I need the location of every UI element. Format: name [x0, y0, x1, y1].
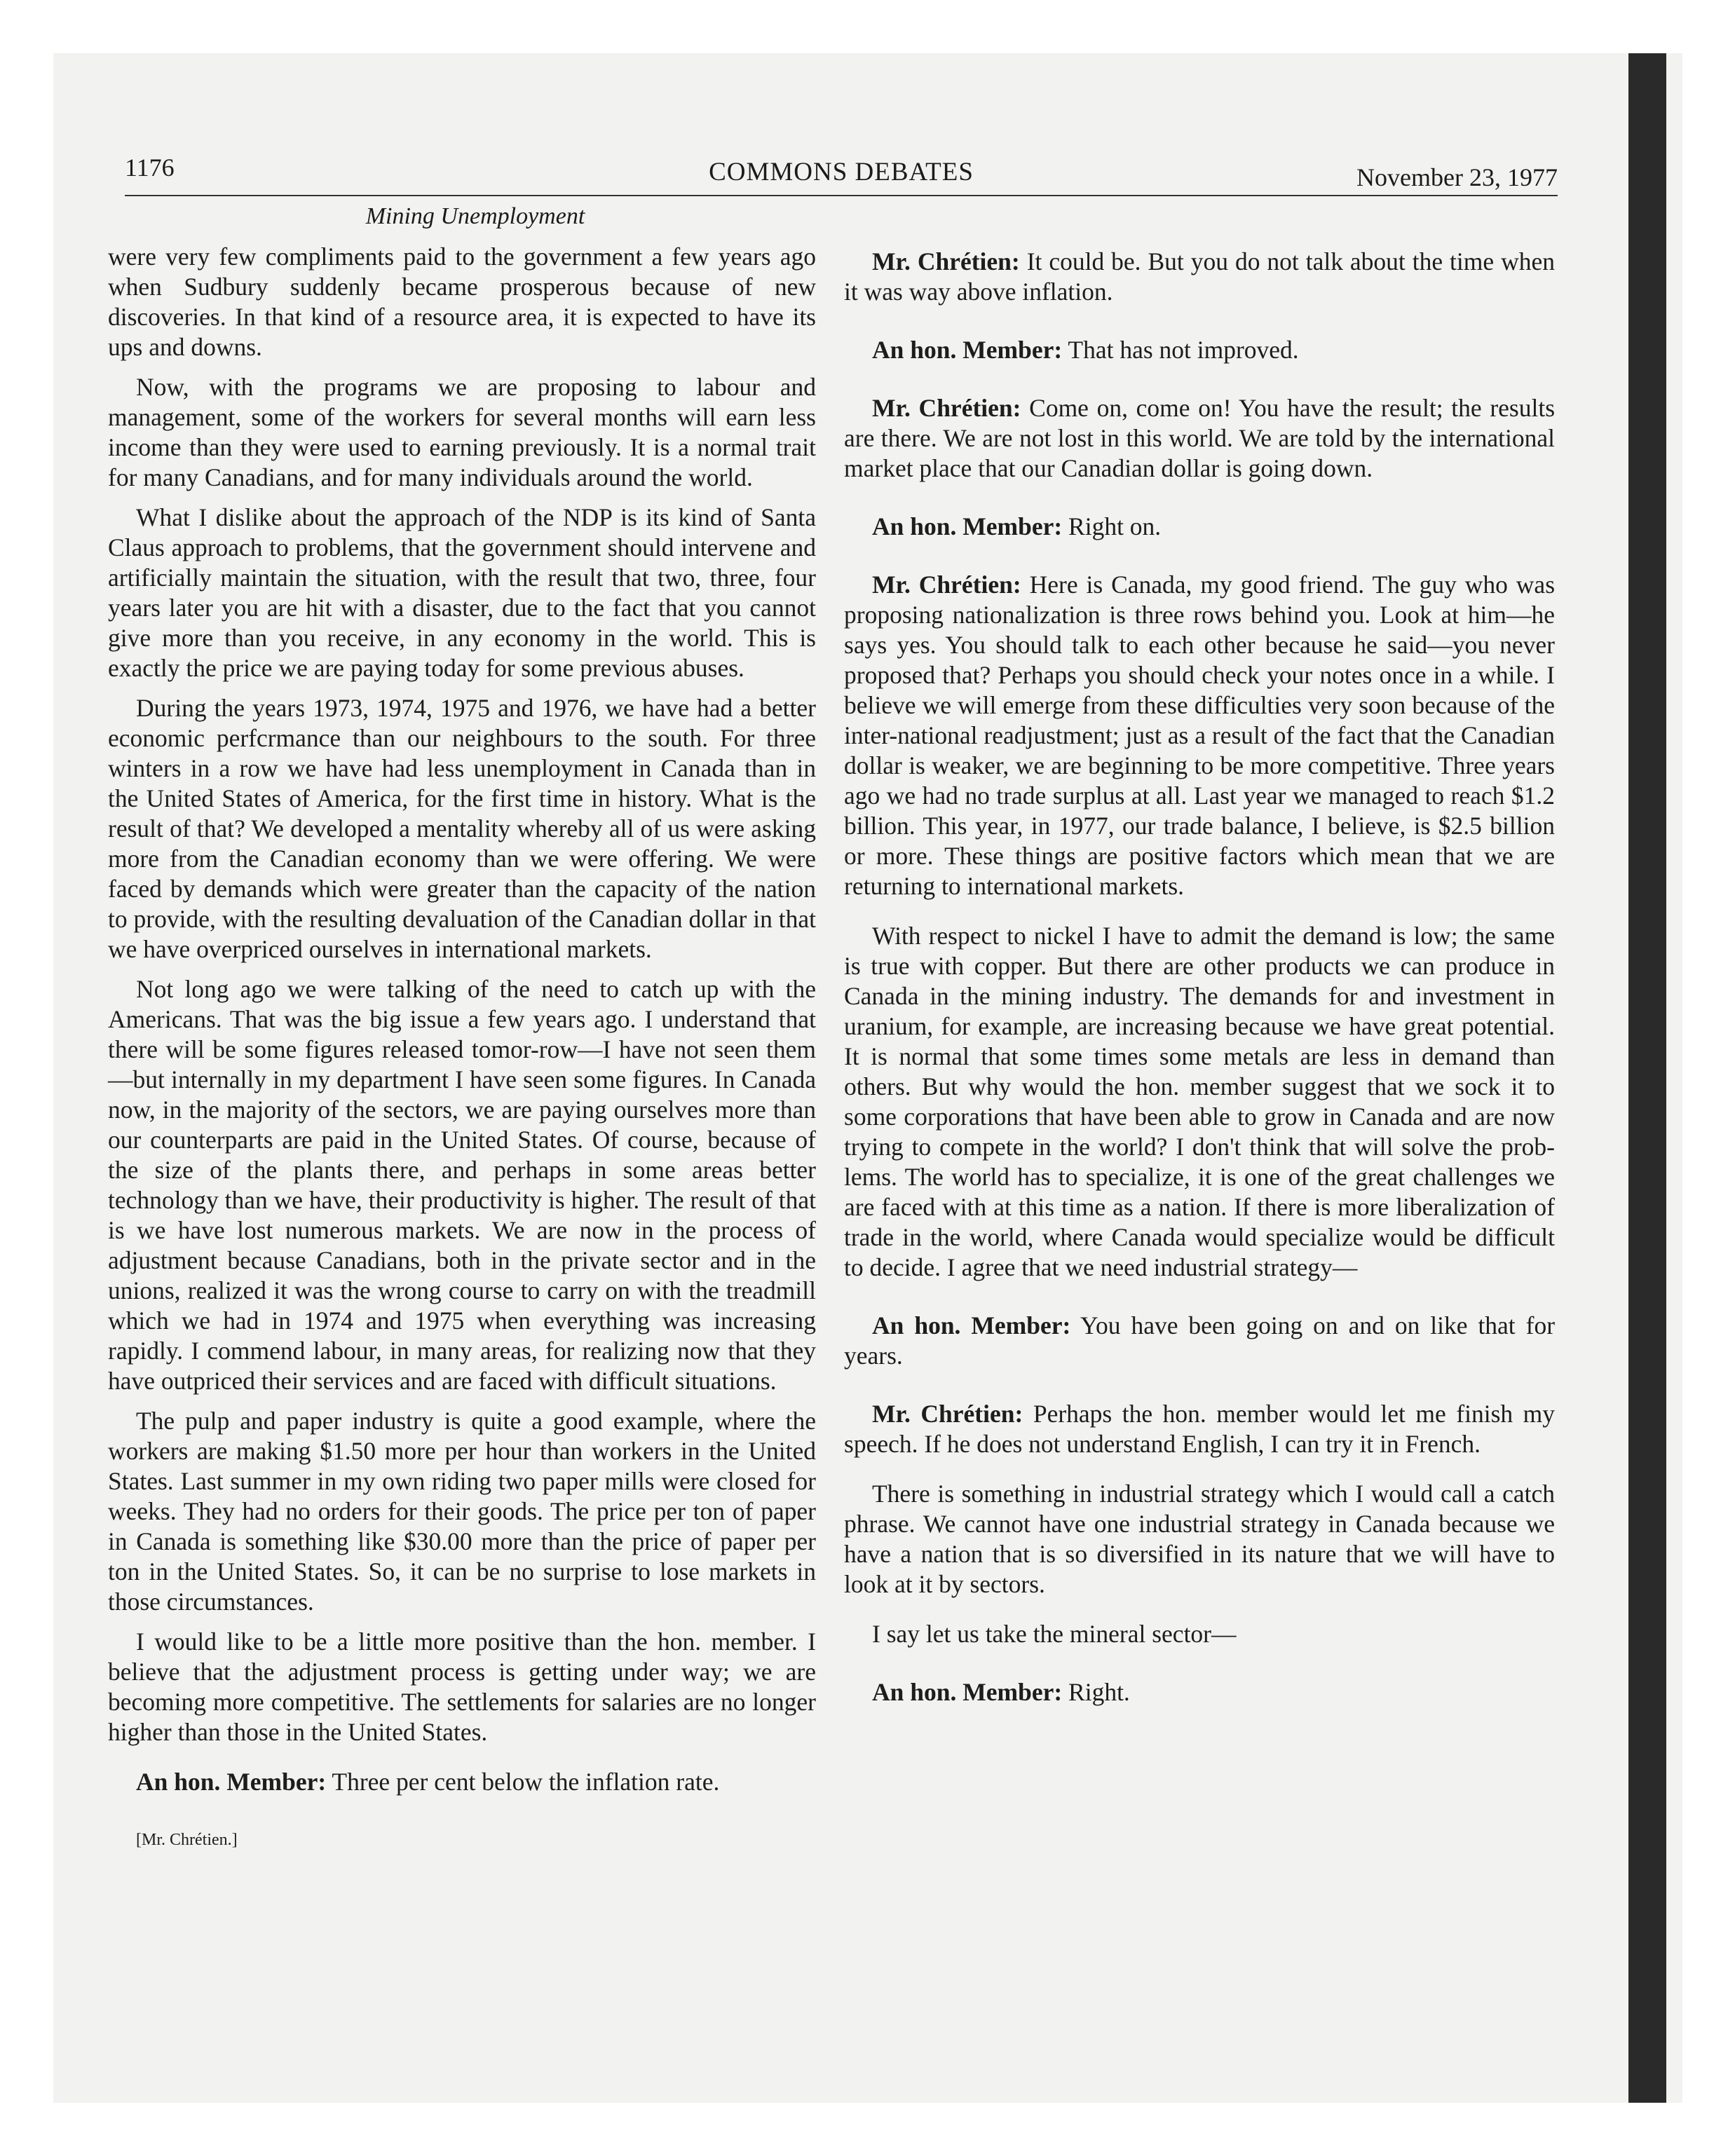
topic-heading: Mining Unemployment: [365, 203, 585, 229]
speaker-name: Mr. Chrétien:: [872, 571, 1021, 599]
running-head: [125, 144, 1558, 196]
paragraph: During the years 1973, 1974, 1975 and 1976, we have had a better economic perfcrmance than our neighbours to the south. For three winters in a row we have had less unemployment in Canada than in the United States of America, for the first time in history. What is the result of that? We developed a mentality whereby all of us were asking more from the Canadian economy than we were offering. We were faced by demands which were greater than the capacity of the nation to provide, with the resulting devaluation of the Canadian dollar in that we have overpriced ourselves in international markets.: [108, 694, 816, 963]
speech-text: It could be. But you do not talk about the time when it was way above inflation.: [844, 247, 1556, 306]
speaker-attribution: [Mr. Chrétien.]: [136, 1831, 238, 1849]
speaker-name: Mr. Chrétien:: [872, 394, 1021, 422]
speech: [844, 1399, 1555, 1459]
speech: [844, 512, 1555, 542]
paragraph: were very few compliments paid to the government a few years ago when Sudbury suddenly became prosperous because of new discoveries. In that kind of a resource area, it is expected to have its ups and downs.: [108, 243, 816, 361]
speech-text: That has not improved.: [1068, 336, 1299, 364]
left-column: [108, 242, 816, 1865]
speech-text: Come on, come on! You have the result; the results are there. We are not lost in this world. We are told by the international market place that our Canadian dollar is going down.: [844, 394, 1556, 482]
paragraph: There is something in industrial strategy which I would call a catch phrase. We cannot have one industrial strategy in Canada because we have a nation that is so diversified in its nature that we will have to look at it by sectors.: [844, 1480, 1555, 1598]
speaker-name: An hon. Member:: [872, 336, 1063, 364]
paragraph: The pulp and paper industry is quite a good example, where the workers are making $1.50 more per hour than workers in the United States. Last summer in my own riding two paper mills were closed for weeks. They had no orders for their goods. The price per ton of paper in Canada is something like $30.00 more than the price of paper per ton in the United States. So, it can be no surprise to lose markets in those circumstances.: [108, 1407, 816, 1616]
speech-text: Perhaps the hon. member would let me finish my speech. If he does not understand English, I can try it in French.: [844, 1400, 1556, 1458]
right-column: [844, 247, 1555, 1735]
publication-title: COMMONS DEBATES: [709, 158, 974, 186]
issue-date: November 23, 1977: [1356, 163, 1558, 191]
page-number: 1176: [125, 153, 175, 182]
paragraph: With respect to nickel I have to admit the demand is low; the same is true with copper. But there are other products we can produce in Canada in the mining industry. The demands for and investment in uranium, for example, are increasing because we have great potential. It is normal that some times some metals are less in demand than others. But why would the hon. member suggest that we sock it to some corporations that have been able to grow in Canada and are now trying to compete in the world? I don't think that will solve the prob-lems. The world has to specialize, it is one of the great challenges we are faced with at this time as a nation. If there is more liberalization of trade in the world, where Canada would specialize would be difficult to decide. I agree that we need industrial strategy—: [844, 922, 1555, 1281]
speech: [844, 393, 1555, 484]
speech-text: Here is Canada, my good friend. The guy who was proposing nationalization is three rows behind you. Look at him—he says yes. You should talk to each other because he said—you never proposed that? Perhaps you should check your notes once in a while. I believe we will emerge from these difficulties very soon because of the inter-national readjustment; just as a result of the fact that the Canadian dollar is weaker, we are beginning to be more competitive. Three years ago we had no trade surplus at all. Last year we managed to reach $1.2 billion. This year, in 1977, our trade balance, I believe, is $2.5 billion or more. These things are positive factors which mean that we are returning to international markets.: [844, 571, 1556, 900]
speech: [844, 570, 1555, 901]
speaker-name: Mr. Chrétien:: [872, 247, 1020, 275]
speaker-name: An hon. Member:: [872, 1311, 1071, 1339]
speaker-name: An hon. Member:: [136, 1768, 327, 1796]
paragraph: What I dislike about the approach of the NDP is its kind of Santa Claus approach to problems, that the government should intervene and artificially maintain the situation, with the result that two, three, four years later you are hit with a disaster, due to the fact that you cannot give more than you receive, in any economy in the world. This is exactly the price we are paying today for some previous abuses.: [108, 503, 816, 682]
paragraph: Now, with the programs we are proposing to labour and management, some of the workers for several months will earn less income than they were used to earning previously. It is a normal trait for many Canadians, and for many individuals around the world.: [108, 373, 816, 491]
speech-text: Right.: [1068, 1678, 1130, 1706]
speech: [844, 1677, 1555, 1707]
binding-edge: [1628, 53, 1666, 2103]
paragraph: I say let us take the mineral sector—: [872, 1620, 1237, 1648]
speech: [844, 1311, 1555, 1371]
speech-text: Three per cent below the inflation rate.: [332, 1768, 720, 1796]
speaker-name: An hon. Member:: [872, 1678, 1063, 1706]
speech: [108, 1767, 816, 1797]
paragraph: I would like to be a little more positive than the hon. member. I believe that the adjustment process is getting under way; we are becoming more competitive. The settlements for salaries are no longer higher than those in the United States.: [108, 1628, 816, 1746]
speech: [844, 335, 1555, 365]
speech-text: Right on.: [1068, 512, 1162, 540]
speaker-name: An hon. Member:: [872, 512, 1063, 540]
speech-text: You have been going on and on like that for years.: [844, 1311, 1556, 1370]
speech: [844, 247, 1555, 307]
speaker-name: Mr. Chrétien:: [872, 1400, 1023, 1428]
paragraph: Not long ago we were talking of the need to catch up with the Americans. That was the big issue a few years ago. I understand that there will be some figures released tomor-row—I have not seen them—but internally in my department I have seen some figures. In Canada now, in the majority of the sectors, we are paying ourselves more than our counterparts are paid in the United States. Of course, because of the size of the plants there, and perhaps in some areas better technology than we have, their productivity is higher. The result of that is we have lost numerous markets. We are now in the process of adjustment because Canadians, both in the private sector and in the unions, realized it was the wrong course to carry on with the treadmill which we had in 1974 and 1975 when everything was increasing rapidly. I commend labour, in many areas, for realizing now that they have outpriced their services and are faced with difficult situations.: [108, 975, 816, 1395]
